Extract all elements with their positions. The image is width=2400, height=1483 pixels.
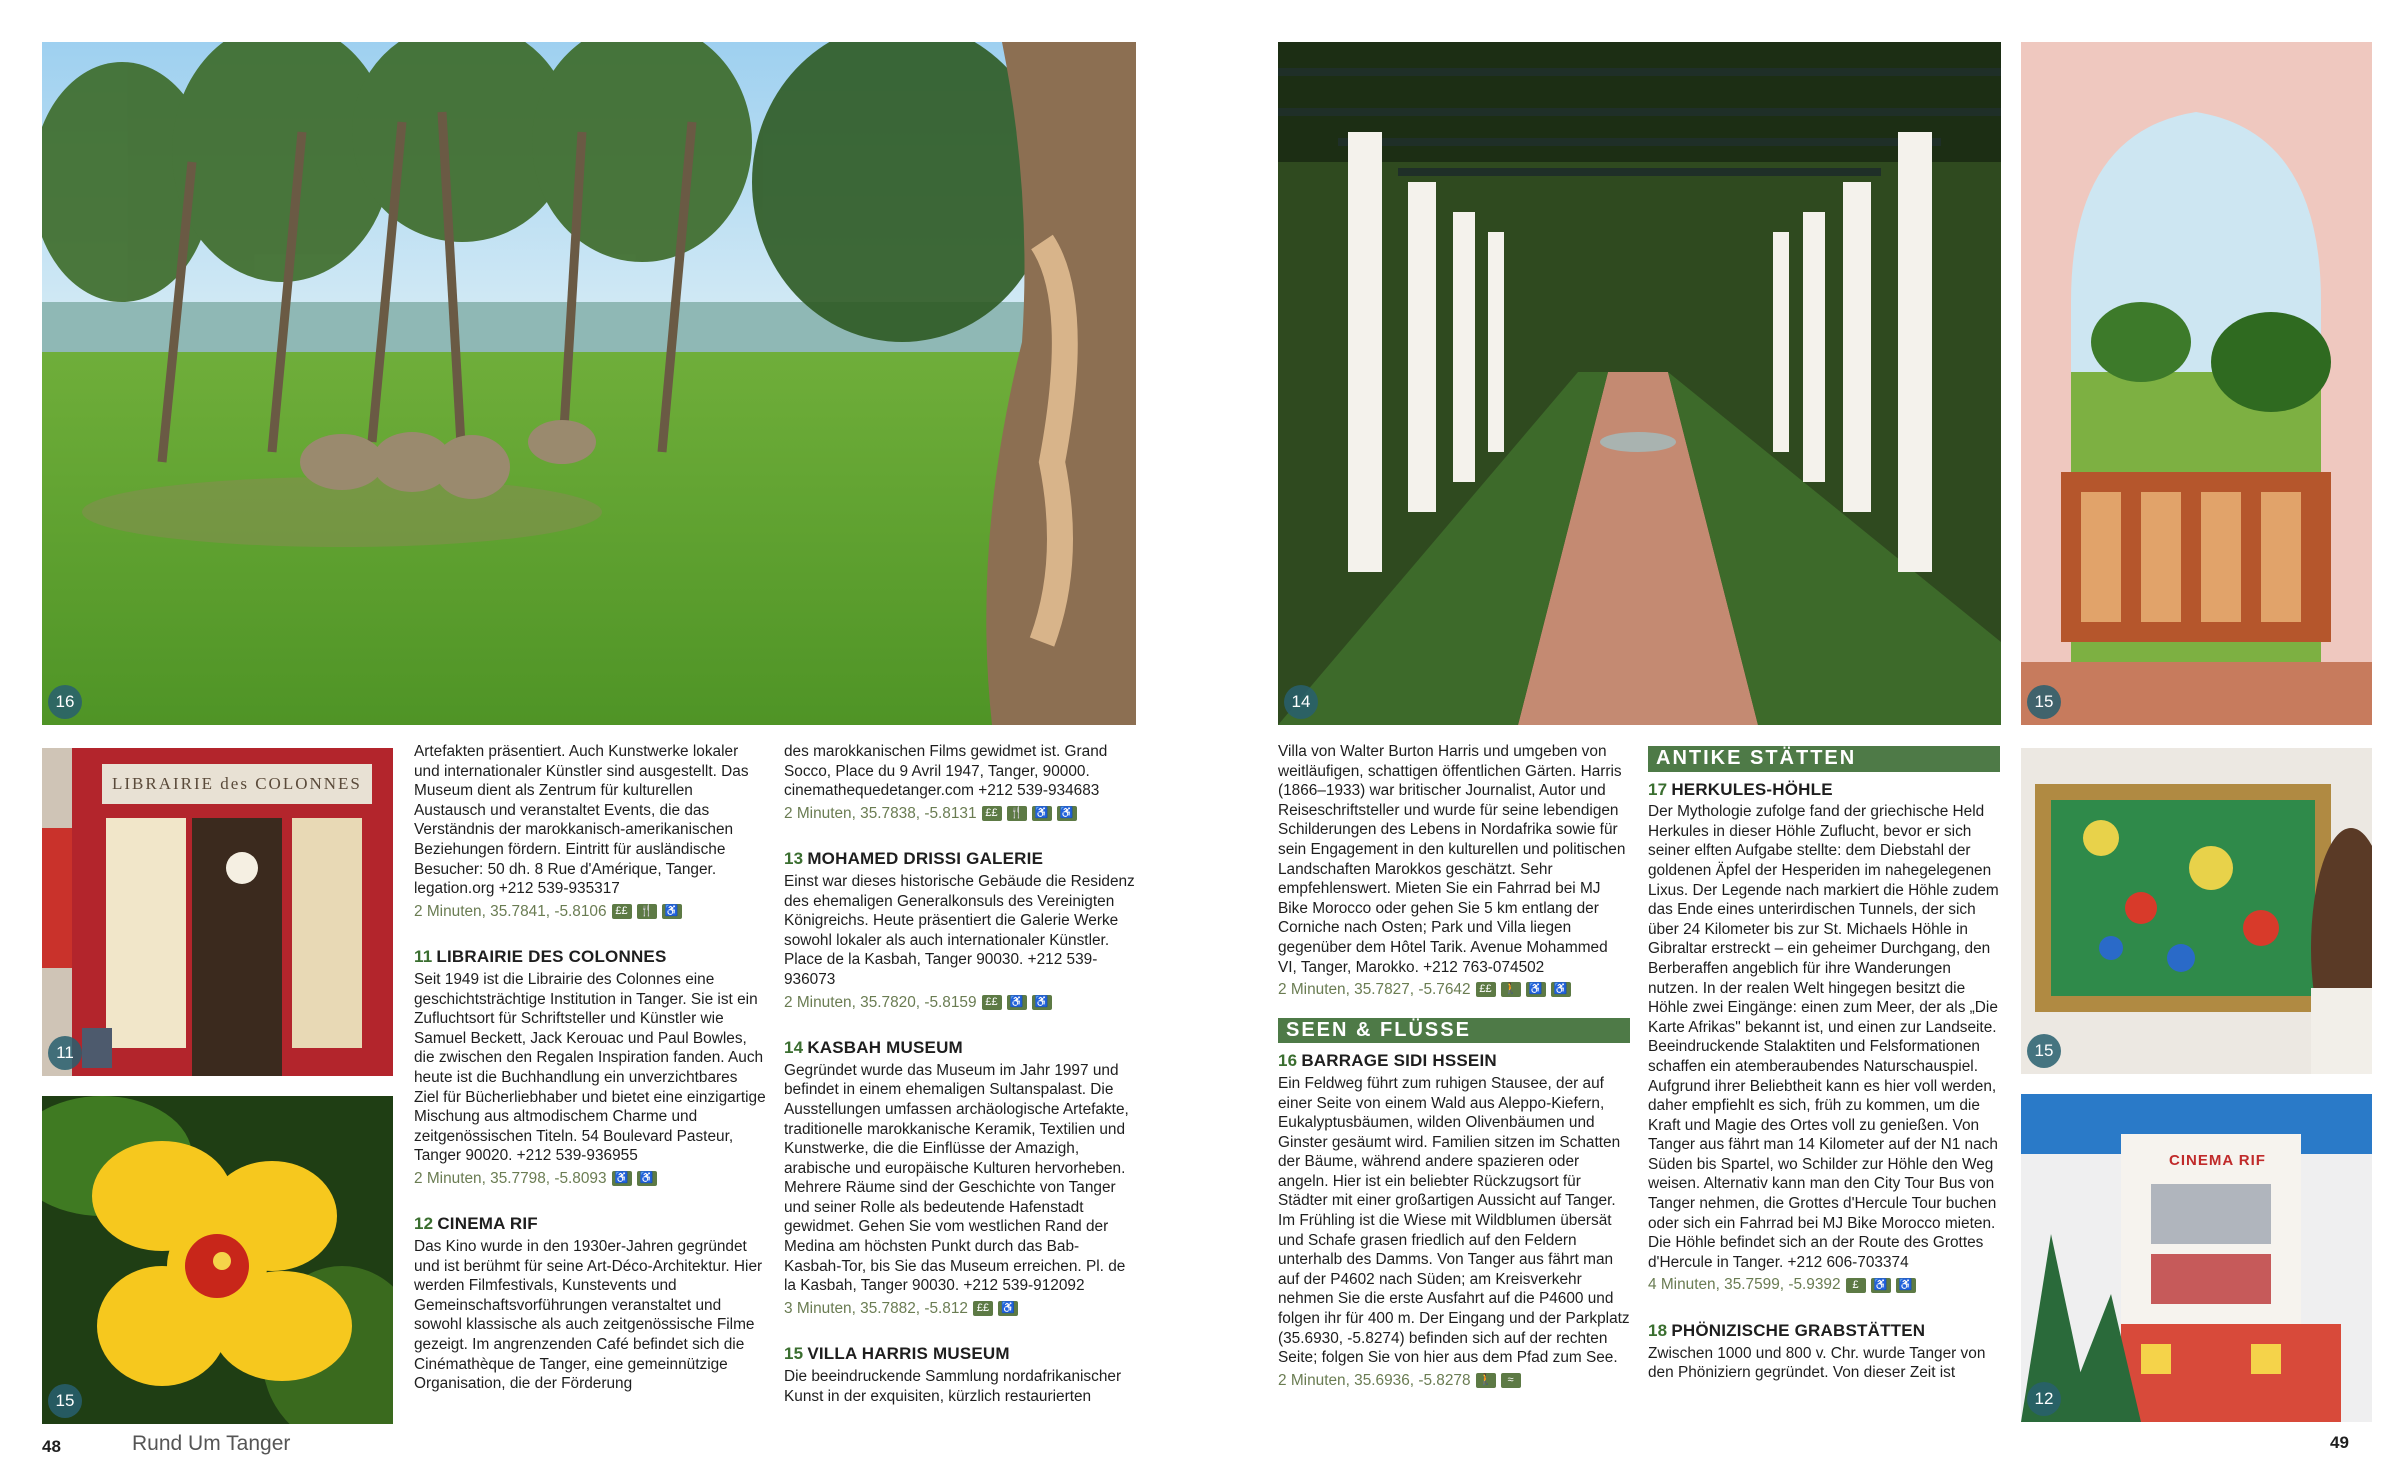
librairie-photo	[42, 748, 393, 1076]
body-text: Das Kino wurde in den 1930er-Jahren gegründet und ist berühmt für seine Art-Déco-Architektur. Hier werden Filmfestivals, Kunstevents und Gemeinschaftsvorführungen veranstaltet und sowohl klassische als auch zeitgenössische Filme gezeigt. Im angrenzenden Café befindet sich die Cinémathèque de Tanger, eine gemeinnützige Organisation, die der Förderung	[414, 1238, 763, 1393]
section-heading: SEEN & FLÜSSE	[1278, 1018, 1630, 1044]
distance-coordinates: 2 Minuten, 35.6936, -5.8278	[1278, 1371, 1471, 1389]
accessibility-icon: ♿	[1057, 806, 1077, 821]
distance-coordinates: 2 Minuten, 35.7820, -5.8159	[784, 993, 977, 1011]
location-meta	[414, 902, 766, 922]
entry-number: 13	[784, 849, 804, 869]
entry-heading	[414, 1214, 766, 1234]
price-icon: ££	[612, 904, 632, 919]
body-text: Zwischen 1000 und 800 v. Chr. wurde Tanger von den Phöniziern gegründet. Von dieser Zeit ist	[1648, 1344, 1986, 1382]
section-heading: ANTIKE STÄTTEN	[1648, 746, 2000, 772]
restaurant-icon: 🍴	[1007, 806, 1027, 821]
body-text: Ein Feldweg führt zum ruhigen Stausee, der auf einer Seite von einem Wald aus Aleppo-Kiefern, Eukalyptusbäumen, wilden Olivenbäumen und Ginster gesäumt wird. Familien sitzen im Schatten der Bäume, während andere spazieren oder angeln. Hier ist ein beliebter Rückzugsort für Städter mit einer großartigen Aussicht auf Tanger. Im Frühling ist die Wiese mit Wildblumen übersät und Schafe grasen friedlich auf den Feldern unterhalb des Damms. Von Tanger aus fährt man auf der P4602 nach Süden; am Kreisverkehr nehmen Sie die erste Ausfahrt auf die P4600 und folgen ihr für 400 m. Der Eingang und der Parkplatz (35.6930, -5.8274) befinden sich auf der rechten Seite; folgen Sie von hier aus dem Pfad zum See.	[1278, 1074, 1630, 1367]
entry-title: VILLA HARRIS MUSEUM	[807, 1344, 1010, 1364]
entry-number: 16	[1278, 1051, 1298, 1071]
accessibility-icon: ♿	[1032, 806, 1052, 821]
price-icon: ££	[1476, 982, 1496, 997]
accessibility-icon: ♿	[1526, 982, 1546, 997]
photo-number-badge: 14	[1284, 685, 1318, 719]
distance-coordinates: 4 Minuten, 35.7599, -5.9392	[1648, 1276, 1841, 1294]
accessibility-icon: ♿	[1032, 995, 1052, 1010]
entry-number: 12	[414, 1214, 434, 1234]
entry-title: BARRAGE SIDI HSSEIN	[1301, 1051, 1497, 1071]
price-icon: £	[1846, 1278, 1866, 1293]
entry-title: KASBAH MUSEUM	[807, 1038, 963, 1058]
cinema-sign-text: CINEMA RIF	[2169, 1152, 2266, 1169]
body-text: Gegründet wurde das Museum im Jahr 1997 und befindet in einem ehemaligen Sultanspalast. Die Ausstellungen umfassen archäologische Artefakte, traditionelle marokkanische Keramik, Textilien und Kunstwerke, die die Einflüsse der Amazigh, arabische und europäische Kulturen hervorheben. Mehrere Räume sind der Geschichte von Tanger und seiner Rolle als bedeutende Hafenstadt gewidmet. Gehen Sie vom westlichen Rand der Medina am höchsten Punkt durch das Bab-Kasbah-Tor, bis Sie das Museum erreichen. Pl. de la Kasbah, Tanger 90030. +212 539-912092	[784, 1061, 1129, 1295]
entry-title: LIBRAIRIE DES COLONNES	[436, 947, 667, 967]
body-text: des marokkanischen Films gewidmet ist. Grand Socco, Place du 9 Avril 1947, Tanger, 90000. cinemathequedetanger.com +212 539-934683	[784, 743, 1108, 800]
entry-title: CINEMA RIF	[437, 1214, 538, 1234]
cinema-rif-photo	[2021, 1094, 2372, 1422]
entry-heading	[414, 947, 766, 967]
entry-heading	[1648, 1321, 2000, 1341]
body-text: Einst war dieses historische Gebäude die Residenz des ehemaligen Generalkonsuls des Vereinigten Königreichs. Heute präsentiert die Galerie Werke sowohl lokaler als auch internationaler Künstler. Place de la Kasbah, Tanger 90030. +212 539-936073	[784, 872, 1135, 988]
distance-coordinates: 2 Minuten, 35.7841, -5.8106	[414, 902, 607, 920]
location-meta	[1278, 980, 1630, 1000]
price-icon: ££	[982, 995, 1002, 1010]
entry-number: 18	[1648, 1321, 1668, 1341]
photo-number-badge: 12	[2027, 1382, 2061, 1416]
location-meta	[414, 1169, 766, 1189]
accessibility-icon: ♿	[998, 1301, 1018, 1316]
distance-coordinates: 2 Minuten, 35.7827, -5.7642	[1278, 981, 1471, 999]
entry-heading	[1648, 780, 2000, 800]
body-text: Die beeindruckende Sammlung nordafrikanischer Kunst in der exquisiten, kürzlich restaurierten	[784, 1368, 1122, 1405]
librairie-sign-text: LIBRAIRIE des COLONNES	[112, 774, 362, 793]
body-text: Artefakten präsentiert. Auch Kunstwerke lokaler und internationaler Künstler sind ausgestellt. Das Museum dient als Zentrum für kulturellen Austausch und veranstaltet Events, die das Verständnis der marokkanisch-amerikanischen Beziehungen fördern. Eintritt für ausländische Besucher: 50 dh. 8 Rue d'Amérique, Tanger. legation.org +212 539-935317	[414, 743, 749, 898]
entry-heading	[1278, 1051, 1630, 1071]
villa-harris-pergola-photo	[1278, 42, 2001, 725]
body-text: Villa von Walter Burton Harris und umgeben von weitläufigen, schattigen öffentlichen Gärten. Harris (1866–1933) war britischer Journalist, Autor und Reiseschriftsteller und wurde für seine lebendigen Schilderungen des Lebens in Nordafrika sowie für sein Engagement in den kulturellen und politischen Landschaften Marokkos geschätzt. Sehr empfehlenswert. Mieten Sie ein Fahrrad bei MJ Bike Morocco oder gehen Sie 5 km entlang der Corniche nach Osten; Park und Villa liegen gegenüber dem Hôtel Tarik. Avenue Mohammed VI, Tanger, Marokko. +212 763-074502	[1278, 743, 1626, 976]
text-column-3	[1278, 742, 1630, 1390]
restaurant-icon: 🍴	[637, 904, 657, 919]
distance-coordinates: 2 Minuten, 35.7838, -5.8131	[784, 804, 977, 822]
price-icon: ££	[982, 806, 1002, 821]
entry-number: 11	[414, 947, 433, 967]
accessibility-icon: ♿	[612, 1171, 632, 1186]
text-column-2	[784, 742, 1136, 1406]
photo-number-badge: 15	[2027, 685, 2061, 719]
walking-icon: 🚶	[1476, 1373, 1496, 1388]
painting-gallery-photo	[2021, 748, 2372, 1074]
body-text: Der Mythologie zufolge fand der griechische Held Herkules in dieser Höhle Zuflucht, bevor er sich seiner elften Aufgabe stellte: dem Diebstahl der goldenen Äpfel der Hesperiden im nahegelegenen Lixus. Der Legende nach markiert die Höhle zudem das Ende eines unterirdischen Tunnels, der sich über 24 Kilometer bis zur St. Michaels Höhle in Gibraltar erstreckt – ein geheimer Durchgang, den Berberaffen angeblich für ihre Wanderungen nutzen. In der realen Welt hingegen besitzt die Höhle zwei Eingänge: einen zum Meer, der als „Die Karte Afrikas" bekannt ist, und einen zur Landseite. Beeindruckende Stalaktiten und Felsformationen schaffen ein atemberaubendes Naturschauspiel. Aufgrund ihrer Beliebtheit kann es hier voll werden, daher empfiehlt es sich, früh zu kommen, um die Kraft und Magie des Ortes voll zu genießen. Von Tanger aus fährt man 14 Kilometer auf der N1 nach Süden bis Spartel, wo Schilder zur Höhle den Weg weisen. Alternativ kann man den City Tour Bus von Tanger nehmen, die Grottes d'Hercule Tour buchen oder sich ein Fahrrad bei MJ Bike Morocco mieten. Die Höhle befindet sich an der Route des Grottes d'Hercule in Tanger. +212 606-703374	[1648, 803, 1999, 1271]
accessibility-icon: ♿	[1551, 982, 1571, 997]
page-number-right: 49	[2330, 1433, 2349, 1452]
location-meta	[784, 1299, 1136, 1319]
entry-title: PHÖNIZISCHE GRABSTÄTTEN	[1671, 1321, 1926, 1341]
distance-coordinates: 2 Minuten, 35.7798, -5.8093	[414, 1169, 607, 1187]
location-meta	[1648, 1275, 2000, 1295]
hibiscus-photo	[42, 1096, 393, 1424]
text-column-1	[414, 742, 766, 1394]
photo-number-badge: 16	[48, 685, 82, 719]
entry-number: 17	[1648, 779, 1668, 799]
water-icon: ≈	[1501, 1373, 1521, 1388]
entry-heading	[784, 849, 1136, 869]
text-column-4	[1648, 746, 2000, 1383]
price-icon: ££	[973, 1301, 993, 1316]
accessibility-icon: ♿	[1896, 1278, 1916, 1293]
accessibility-icon: ♿	[1871, 1278, 1891, 1293]
photo-number-badge: 15	[48, 1384, 82, 1418]
running-title: Rund Um Tanger	[132, 1432, 291, 1455]
page-number-left: 48	[42, 1437, 61, 1456]
entry-title: MOHAMED DRISSI GALERIE	[807, 849, 1044, 869]
photo-number-badge: 11	[48, 1036, 82, 1070]
entry-heading	[784, 1038, 1136, 1058]
accessibility-icon: ♿	[662, 904, 682, 919]
entry-title: HERKULES-HÖHLE	[1671, 779, 1833, 799]
walking-icon: 🚶	[1501, 982, 1521, 997]
body-text: Seit 1949 ist die Librairie des Colonnes eine geschichtsträchtige Institution in Tanger. Sie ist ein Zufluchtsort für Schriftsteller und Künstler wie Samuel Beckett, Jack Kerouac und Paul Bowles, die zwischen den Regalen Inspiration fanden. Auch heute ist die Buchhandlung ein unverzichtbares Ziel für Bücherliebhaber und bietet eine einzigartige Mischung aus altmodischem Charme und zeitgenössischen Titeln. 54 Boulevard Pasteur, Tanger 90020. +212 539-936955	[414, 970, 766, 1165]
accessibility-icon: ♿	[1007, 995, 1027, 1010]
location-meta	[784, 993, 1136, 1013]
entry-number: 14	[784, 1038, 804, 1058]
accessibility-icon: ♿	[637, 1171, 657, 1186]
location-meta	[1278, 1371, 1630, 1391]
entry-number: 15	[784, 1344, 804, 1364]
moorish-arch-photo	[2021, 42, 2372, 725]
location-meta	[784, 804, 1136, 824]
photo-number-badge: 15	[2027, 1034, 2061, 1068]
entry-heading	[784, 1344, 1136, 1364]
distance-coordinates: 3 Minuten, 35.7882, -5.812	[784, 1299, 968, 1317]
sheep-pasture-photo	[42, 42, 1136, 725]
